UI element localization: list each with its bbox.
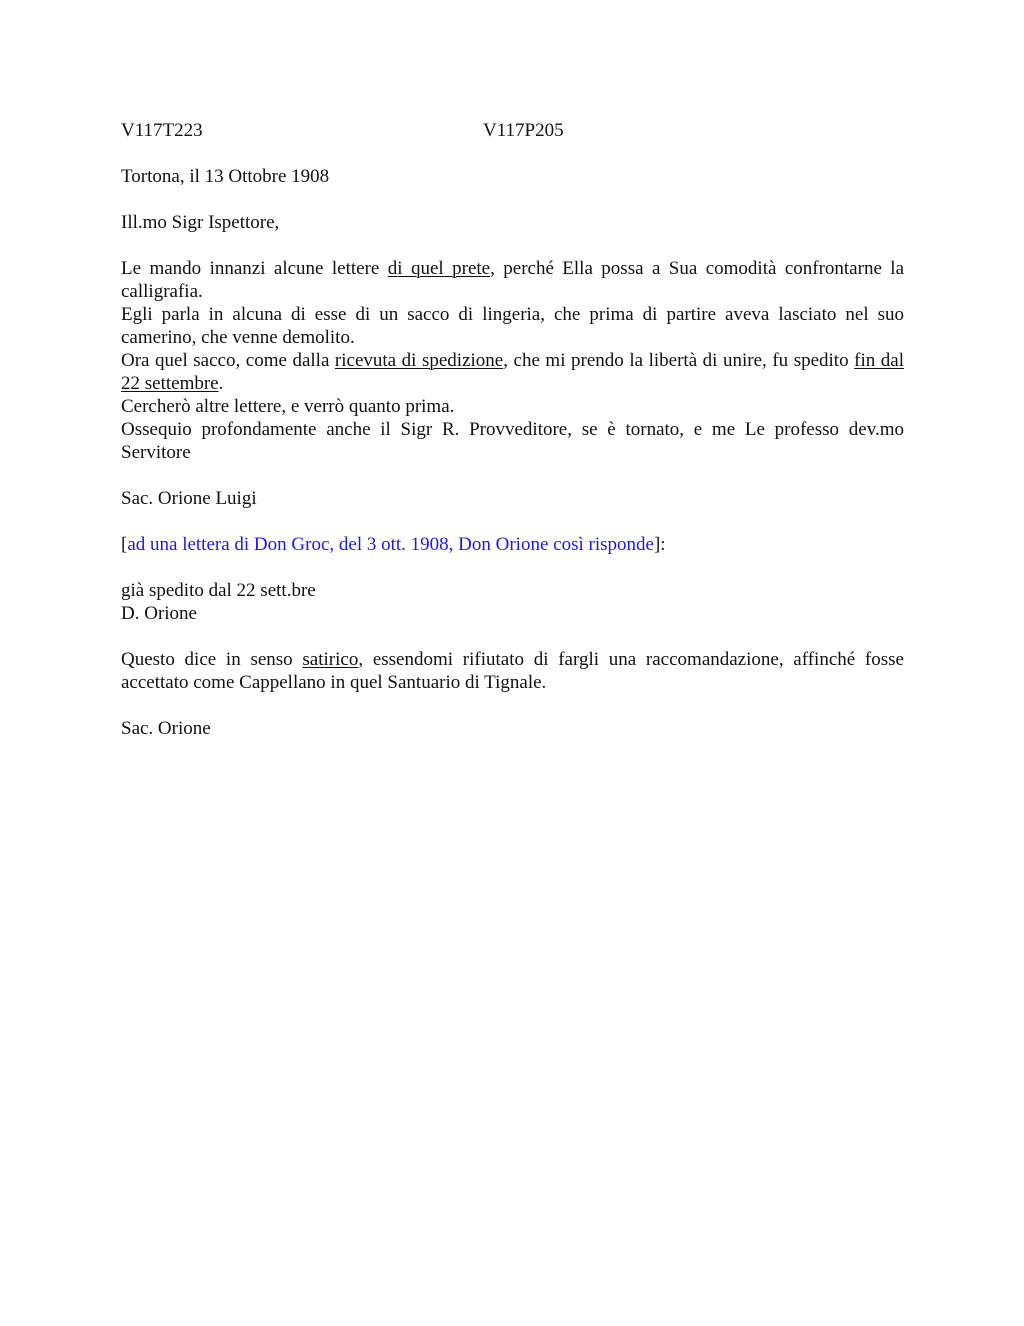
paragraph-text: , essendomi rifiutato di fargli una raccomandazione, affinché fosse accettato come Cappellano in quel Santuario di Tignale. [121, 649, 904, 693]
underlined-text: di quel prete [387, 258, 491, 279]
paragraph-text: Questo dice in senso [121, 649, 303, 670]
letter-paragraph-5: Ossequio profondamente anche il Sigr R. Provveditore, se è tornato, e me Le professo dev.mo Servitore [121, 419, 904, 463]
letter-signature: Sac. Orione Luigi [121, 488, 257, 509]
editorial-note [121, 533, 904, 556]
bracket-open: [ [121, 534, 128, 555]
letter-paragraph-4: Cercherò altre lettere, e verrò quanto prima. [121, 396, 455, 417]
letter-paragraph-1 [121, 257, 904, 303]
paragraph-text: Le mando innanzi alcune lettere [121, 258, 388, 279]
bracket-close: ]: [653, 534, 666, 555]
document-page [121, 119, 904, 740]
paragraph-text: , che mi prendo la libertà di unire, fu spedito [503, 350, 855, 371]
reply-signature: Sac. Orione [121, 718, 211, 739]
reference-code-right: V117P205 [483, 120, 564, 141]
paragraph-text: . [218, 373, 224, 394]
underlined-text: satirico [302, 649, 359, 670]
salutation: Ill.mo Sigr Ispettore, [121, 212, 280, 233]
editorial-note-text: ad una lettera di Don Groc, del 3 ott. 1908, Don Orione così risponde [127, 534, 654, 555]
underlined-text: ricevuta di spedizione [334, 350, 504, 371]
letter-paragraph-2: Egli parla in alcuna di esse di un sacco di lingeria, che prima di partire aveva lasciato nel suo camerino, che venne demolito. [121, 304, 904, 348]
reply-line-1: già spedito dal 22 sett.bre [121, 580, 316, 601]
reply-paragraph [121, 648, 904, 694]
letter-paragraph-3 [121, 349, 904, 395]
reply-line-2: D. Orione [121, 603, 197, 624]
reference-code-left: V117T223 [121, 120, 203, 141]
underlined-text: fin dal 22 settembre [121, 350, 904, 394]
reference-codes [121, 119, 904, 142]
paragraph-text: Ora quel sacco, come dalla [121, 350, 335, 371]
paragraph-text: , perché Ella possa a Sua comodità confrontarne la calligrafia. [121, 258, 905, 302]
date-line: Tortona, il 13 Ottobre 1908 [121, 166, 330, 187]
